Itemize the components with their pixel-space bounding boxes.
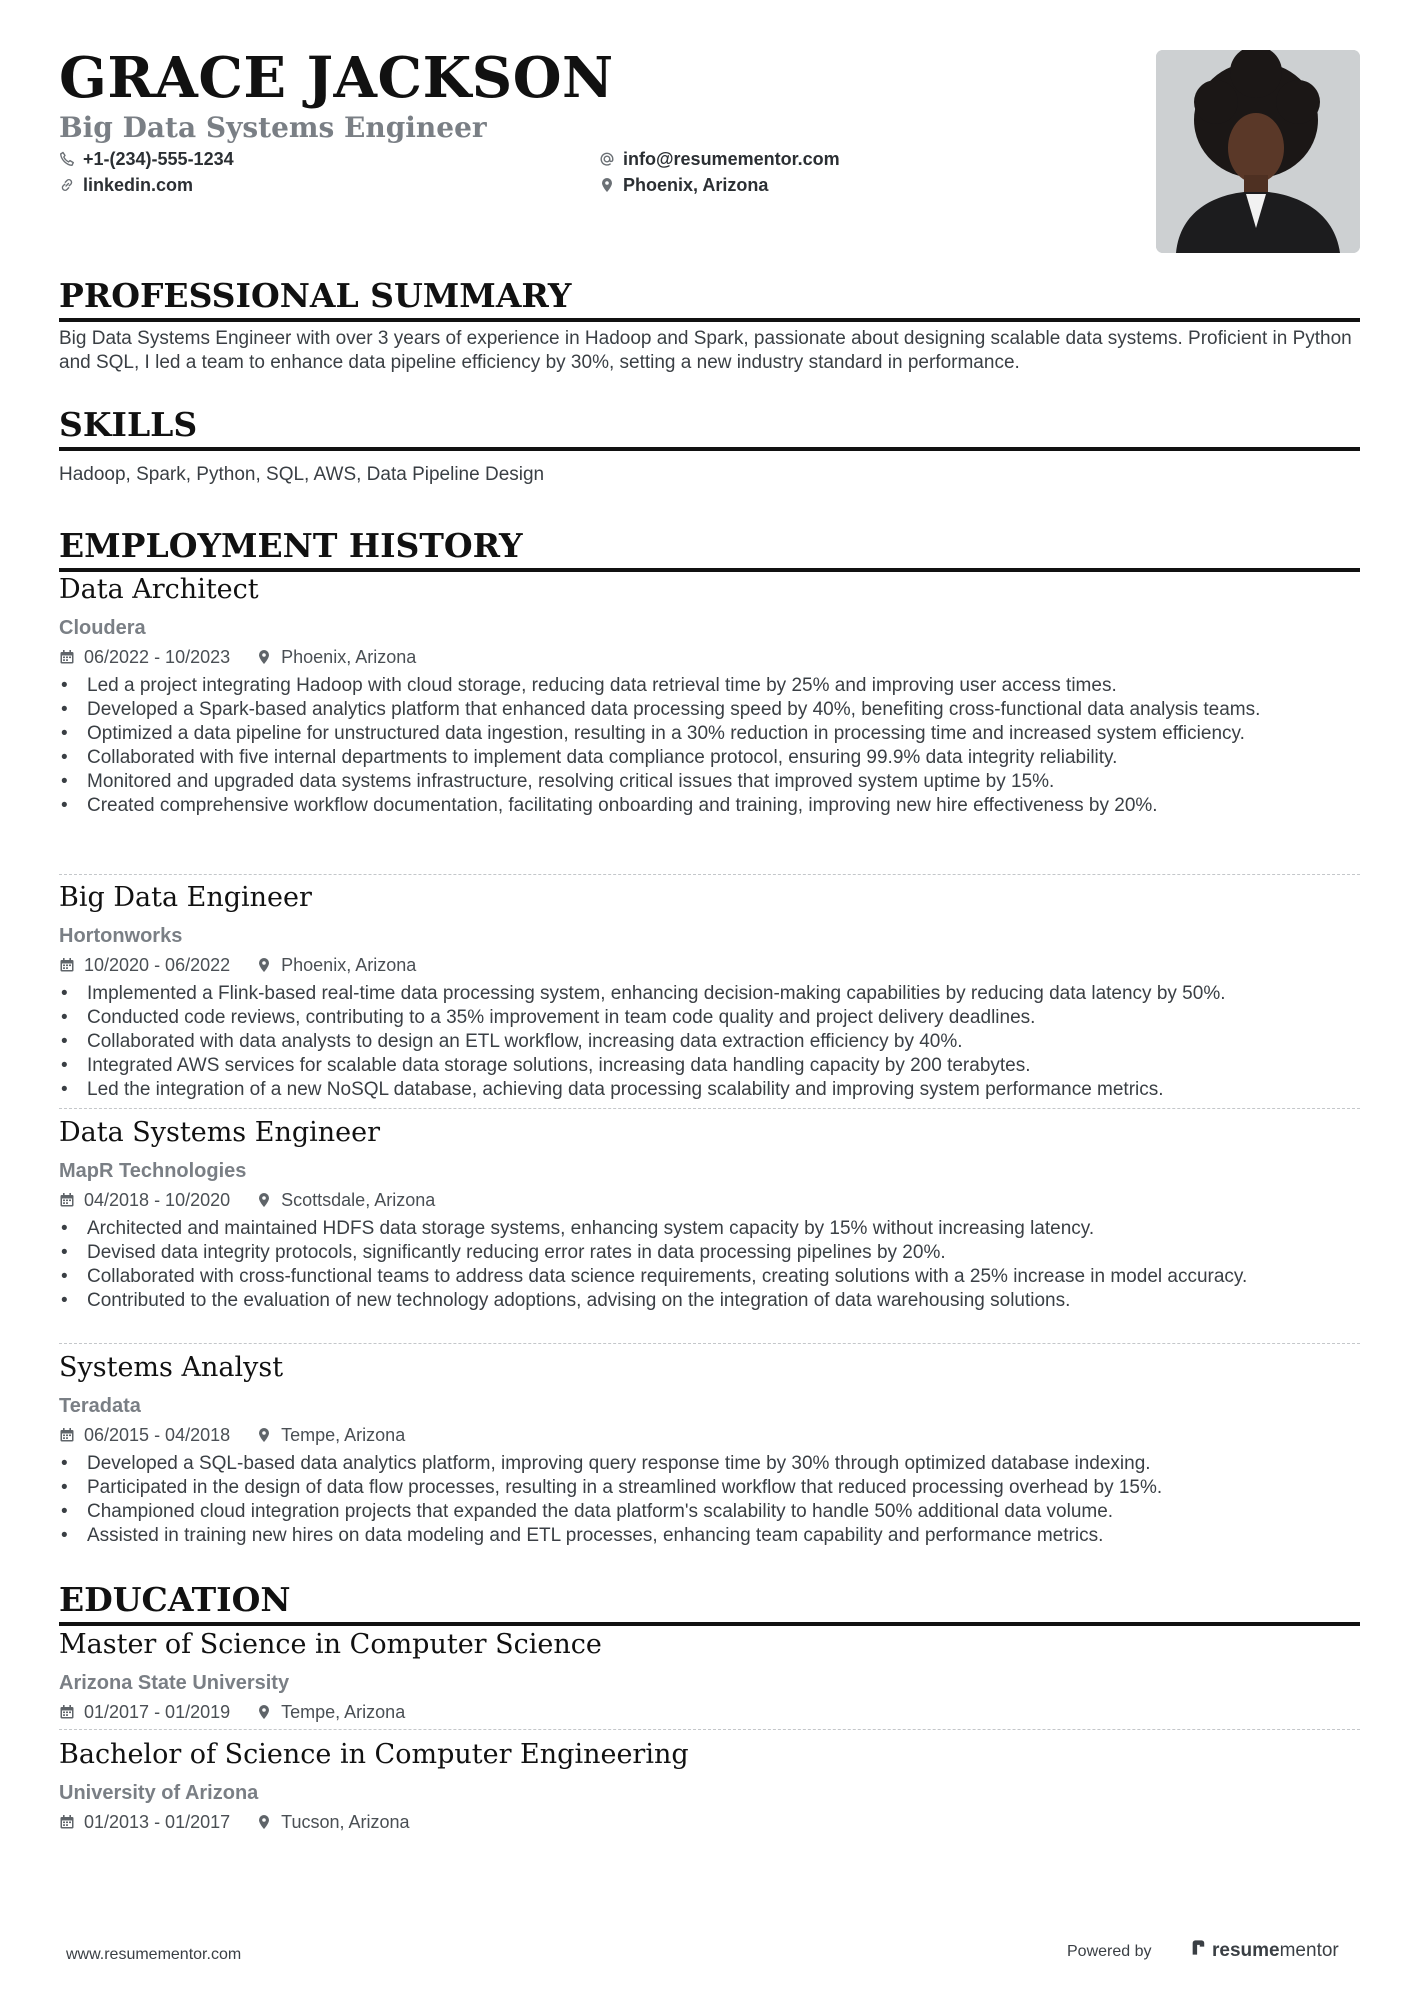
section-title-summary: PROFESSIONAL SUMMARY	[59, 279, 1360, 322]
education-meta	[59, 1813, 410, 1831]
calendar-icon	[59, 1704, 75, 1720]
job-title: Big Data Engineer	[59, 882, 312, 913]
contact-linkedin[interactable]	[59, 176, 193, 194]
education-meta	[59, 1703, 405, 1721]
list-item: • Developed a Spark-based analytics platform that enhanced data processing speed by 40%, benefiting cross-functional data analysis teams.	[59, 698, 1360, 722]
contact-phone	[59, 150, 234, 168]
entry-divider	[59, 1729, 1360, 1730]
company-name: Hortonworks	[59, 925, 183, 947]
location-pin-icon	[256, 1814, 272, 1830]
job-bullets	[59, 1452, 1360, 1548]
resumementor-logo[interactable]	[1190, 1938, 1339, 1963]
job-meta	[59, 1191, 435, 1209]
job-location: Phoenix, Arizona	[281, 647, 417, 667]
location-text: Phoenix, Arizona	[623, 175, 769, 195]
list-item: • Conducted code reviews, contributing to a 35% improvement in team code quality and project delivery deadlines.	[59, 1006, 1360, 1030]
job-title: Systems Analyst	[59, 1352, 284, 1383]
summary-text: Big Data Systems Engineer with over 3 years of experience in Hadoop and Spark, passionate about designing scalable data systems. Proficient in Python and SQL, I led a team to enhance data pipeline efficiency by 30%, setting a new industry standard in performance.	[59, 328, 1352, 373]
job-title: Data Architect	[59, 574, 259, 605]
job-subtitle: Big Data Systems Engineer	[59, 111, 487, 144]
contact-email[interactable]	[599, 150, 840, 168]
list-item: • Collaborated with data analysts to design an ETL workflow, increasing data extraction efficiency by 40%.	[59, 1030, 1360, 1054]
at-icon	[599, 151, 615, 167]
location-pin-icon	[256, 1427, 272, 1443]
section-title-education: EDUCATION	[59, 1583, 1360, 1626]
brand-light-text: mentor	[1279, 1939, 1339, 1961]
location-pin-icon	[256, 1192, 272, 1208]
degree-title: Master of Science in Computer Science	[59, 1629, 602, 1660]
linkedin-text[interactable]: linkedin.com	[83, 175, 194, 195]
job-location: Tempe, Arizona	[281, 1425, 406, 1445]
entry-divider	[59, 874, 1360, 875]
job-dates: 04/2018 - 10/2020	[84, 1190, 231, 1210]
school-name: University of Arizona	[59, 1782, 259, 1804]
job-meta	[59, 956, 416, 974]
calendar-icon	[59, 957, 75, 973]
list-item: • Participated in the design of data flow processes, resulting in a streamlined workflow that reduced processing overhead by 15%.	[59, 1476, 1360, 1500]
list-item: • Assisted in training new hires on data modeling and ETL processes, enhancing team capability and performance metrics.	[59, 1524, 1360, 1548]
powered-by-label: Powered by	[1067, 1943, 1152, 1960]
entry-divider	[59, 1343, 1360, 1344]
education-location: Tucson, Arizona	[281, 1812, 410, 1832]
skills-text: Hadoop, Spark, Python, SQL, AWS, Data Pipeline Design	[59, 464, 545, 485]
list-item: • Devised data integrity protocols, significantly reducing error rates in data processing pipelines by 20%.	[59, 1241, 1360, 1265]
location-pin-icon	[256, 957, 272, 973]
list-item: • Led a project integrating Hadoop with cloud storage, reducing data retrieval time by 25% and improving user access times.	[59, 674, 1360, 698]
job-dates: 06/2015 - 04/2018	[84, 1425, 231, 1445]
entry-divider	[59, 1108, 1360, 1109]
company-name: MapR Technologies	[59, 1160, 247, 1182]
job-location: Scottsdale, Arizona	[281, 1190, 436, 1210]
list-item: • Led the integration of a new NoSQL database, achieving data processing scalability and improving system performance metrics.	[59, 1078, 1360, 1102]
job-location: Phoenix, Arizona	[281, 955, 417, 975]
job-dates: 06/2022 - 10/2023	[84, 647, 231, 667]
phone-text: +1-(234)-555-1234	[83, 149, 234, 169]
profile-photo	[1156, 50, 1360, 253]
list-item: • Integrated AWS services for scalable data storage solutions, increasing data handling capacity by 200 terabytes.	[59, 1054, 1360, 1078]
job-title: Data Systems Engineer	[59, 1117, 381, 1148]
candidate-name: GRACE JACKSON	[59, 45, 614, 111]
job-meta	[59, 1426, 405, 1444]
job-bullets	[59, 1217, 1360, 1313]
footer-website-link[interactable]: www.resumementor.com	[66, 1946, 242, 1963]
list-item: • Developed a SQL-based data analytics platform, improving query response time by 30% through optimized database indexing.	[59, 1452, 1360, 1476]
education-dates: 01/2017 - 01/2019	[84, 1702, 231, 1722]
list-item: • Implemented a Flink-based real-time data processing system, enhancing decision-making capabilities by reducing data latency by 50%.	[59, 982, 1360, 1006]
calendar-icon	[59, 1192, 75, 1208]
location-pin-icon	[599, 177, 615, 193]
list-item: • Optimized a data pipeline for unstructured data ingestion, resulting in a 30% reduction in processing time and increased system efficiency.	[59, 722, 1360, 746]
list-item: • Created comprehensive workflow documentation, facilitating onboarding and training, improving new hire effectiveness by 20%.	[59, 794, 1360, 818]
list-item: • Collaborated with five internal departments to implement data compliance protocol, ensuring 99.9% data integrity reliability.	[59, 746, 1360, 770]
company-name: Cloudera	[59, 617, 146, 639]
location-pin-icon	[256, 1704, 272, 1720]
list-item: • Architected and maintained HDFS data storage systems, enhancing system capacity by 15% without increasing latency.	[59, 1217, 1360, 1241]
list-item: • Collaborated with cross-functional teams to address data science requirements, creating solutions with a 25% increase in model accuracy.	[59, 1265, 1360, 1289]
link-icon	[59, 177, 75, 193]
list-item: • Contributed to the evaluation of new technology adoptions, advising on the integration of data warehousing solutions.	[59, 1289, 1360, 1313]
degree-title: Bachelor of Science in Computer Engineering	[59, 1739, 689, 1770]
company-name: Teradata	[59, 1395, 141, 1417]
brand-bold-text: resume	[1212, 1939, 1280, 1961]
job-bullets	[59, 982, 1360, 1102]
contact-location	[599, 176, 768, 194]
location-pin-icon	[256, 649, 272, 665]
calendar-icon	[59, 1814, 75, 1830]
section-title-employment: EMPLOYMENT HISTORY	[59, 529, 1360, 572]
education-dates: 01/2013 - 01/2017	[84, 1812, 231, 1832]
job-bullets	[59, 674, 1360, 818]
resumementor-logo-icon	[1190, 1938, 1206, 1963]
phone-icon	[59, 151, 75, 167]
school-name: Arizona State University	[59, 1672, 290, 1694]
email-text[interactable]: info@resumementor.com	[623, 149, 840, 169]
job-meta	[59, 648, 416, 666]
calendar-icon	[59, 649, 75, 665]
section-title-skills: SKILLS	[59, 408, 1360, 451]
job-dates: 10/2020 - 06/2022	[84, 955, 231, 975]
education-location: Tempe, Arizona	[281, 1702, 406, 1722]
calendar-icon	[59, 1427, 75, 1443]
list-item: • Monitored and upgraded data systems infrastructure, resolving critical issues that improved system uptime by 15%.	[59, 770, 1360, 794]
list-item: • Championed cloud integration projects that expanded the data platform's scalability to handle 50% additional data volume.	[59, 1500, 1360, 1524]
